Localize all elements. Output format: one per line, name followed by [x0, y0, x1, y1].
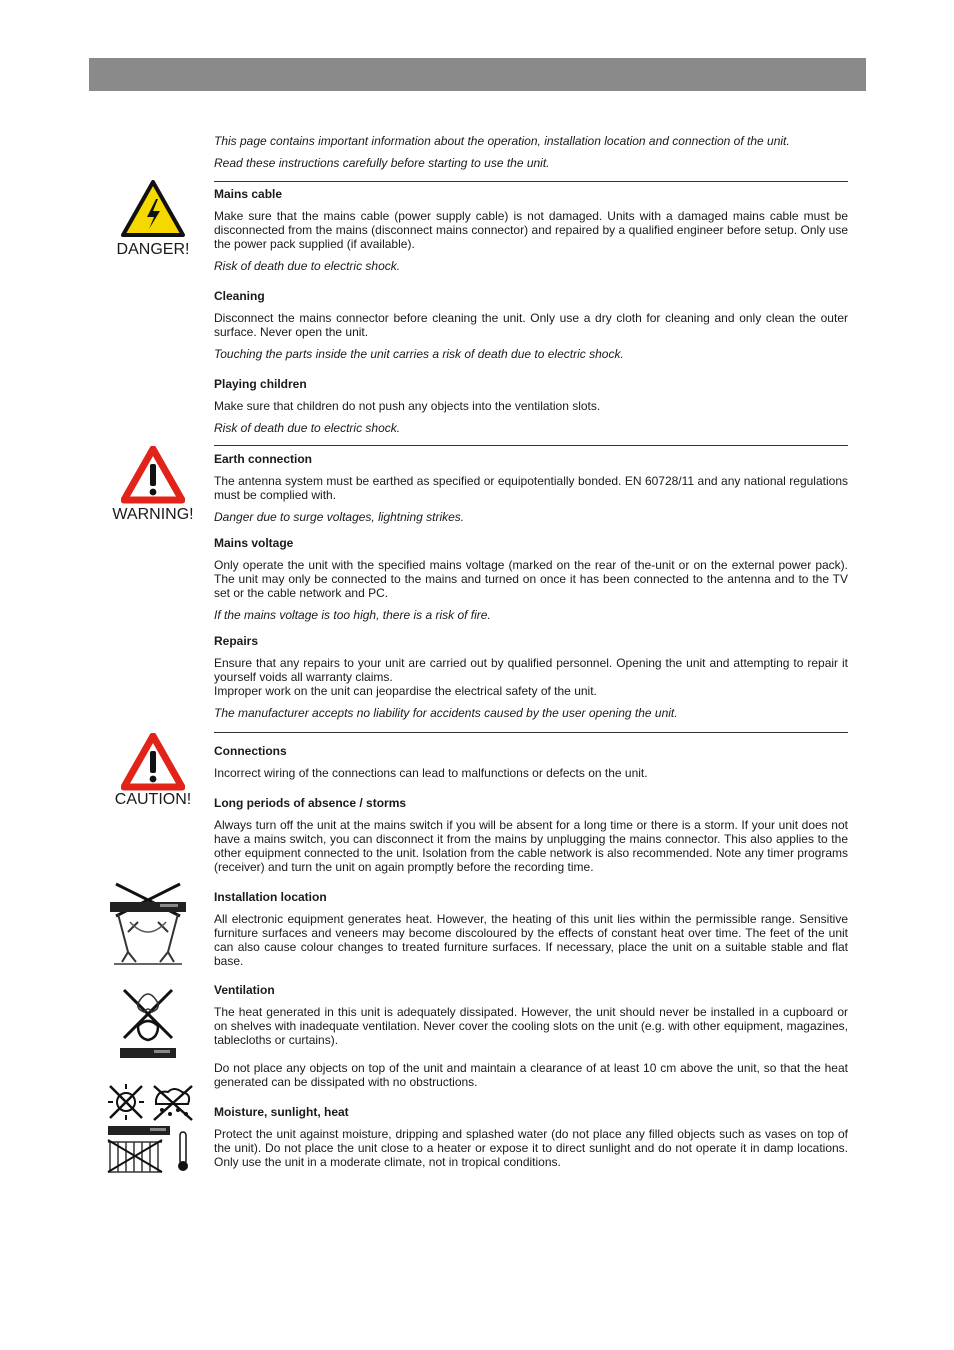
- installation-title: Installation location: [214, 890, 327, 904]
- installation-location-icon: [108, 882, 188, 966]
- mains-cable-title: Mains cable: [214, 187, 283, 201]
- mains-voltage-note: If the mains voltage is too high, there is a risk of fire.: [214, 608, 491, 622]
- earth-connection-text: The antenna system must be earthed as specified or equipotentially bonded. EN 60728/11 and any national regulations must be complied with.: [214, 474, 848, 502]
- mains-cable-note: Risk of death due to electric shock.: [214, 259, 401, 273]
- section-installation: [214, 890, 848, 968]
- divider-warning: [214, 445, 848, 446]
- ventilation-title: Ventilation: [214, 983, 275, 997]
- cleaning-note: Touching the parts inside the unit carries a risk of death due to electric shock.: [214, 347, 624, 361]
- repairs-note: The manufacturer accepts no liability for accidents caused by the user opening the unit.: [214, 706, 678, 720]
- absence-text: Always turn off the unit at the mains switch if you will be absent for a long time or there is a storm. If your unit does not have a mains switch, you can disconnect it from the mains by unplugging the mains connector. This also applies to the other equipment connected to the unit. Isolation from the cable network is also recommended. Note any timer programs (receiver) and turn the unit on again promptly before the recording time.: [214, 818, 848, 874]
- intro-line-2: Read these instructions carefully before starting to use the unit.: [214, 156, 550, 170]
- repairs-title: Repairs: [214, 634, 259, 648]
- divider-caution: [214, 732, 848, 733]
- intro-line-1: This page contains important information about the operation, installation location and connection of the unit.: [214, 134, 790, 148]
- playing-children-note: Risk of death due to electric shock.: [214, 421, 401, 435]
- exclamation-warning-icon: [121, 446, 185, 504]
- ventilation-text: The heat generated in this unit is adequately dissipated. However, the unit should never be installed in a cupboard or on shelves with inadequate ventilation. Never cover the cooling slots on the unit (e.g. with other equipment, magazines, tablecloths or curtains).: [214, 1005, 848, 1047]
- divider-danger: [214, 181, 848, 182]
- mains-cable-text: Make sure that the mains cable (power supply cable) is not damaged. Units with a damaged mains cable must be disconnected from the mains (disconnect mains connector) and repaired by a qualified engineer before setup. Only use the power pack supplied (if available).: [214, 209, 848, 251]
- caution-label: CAUTION!: [114, 791, 192, 808]
- repairs-text: Ensure that any repairs to your unit are carried out by qualified personnel. Opening the unit and attempting to repair it yourself voids all warranty claims.: [214, 656, 848, 684]
- section-repairs: [214, 634, 848, 720]
- section-playing-children: [214, 377, 848, 435]
- earth-connection-note: Danger due to surge voltages, lightning strikes.: [214, 510, 465, 524]
- cleaning-title: Cleaning: [214, 289, 265, 303]
- section-mains-voltage: [214, 536, 848, 622]
- section-connections: [214, 744, 848, 780]
- section-cleaning: [214, 289, 848, 361]
- high-voltage-warning-icon: [120, 179, 186, 239]
- section-earth-connection: [214, 452, 848, 524]
- moisture-title: Moisture, sunlight, heat: [214, 1105, 349, 1119]
- mains-voltage-title: Mains voltage: [214, 536, 294, 550]
- moisture-sunlight-heat-icon: [106, 1082, 196, 1174]
- section-mains-cable: [214, 187, 848, 273]
- section-ventilation: [214, 983, 848, 1089]
- warning-label: WARNING!: [112, 506, 194, 523]
- earth-connection-title: Earth connection: [214, 452, 313, 466]
- exclamation-caution-icon: [121, 733, 185, 791]
- repairs-text-2: Improper work on the unit can jeopardise the electrical safety of the unit.: [214, 684, 597, 698]
- section-moisture: [214, 1105, 848, 1169]
- installation-text: All electronic equipment generates heat. However, the heating of this unit lies within the permissible range. Sensitive furniture surfaces and veneers may become discoloured by the effects of constant heat over time. The feet of the unit can also cause colour changes to treated furniture surfaces. If necessary, place the unit on a suitable stable and flat base.: [214, 912, 848, 968]
- absence-title: Long periods of absence / storms: [214, 796, 407, 810]
- moisture-text: Protect the unit against moisture, dripping and splashed water (do not place any filled objects such as vases on top of the unit). Do not place the unit close to a heater or expose it to direct sunlight and do not operate it in damp locations. Only use the unit in a moderate climate, not in tropical conditions.: [214, 1127, 848, 1169]
- playing-children-text: Make sure that children do not push any objects into the ventilation slots.: [214, 399, 601, 413]
- connections-title: Connections: [214, 744, 287, 758]
- connections-text: Incorrect wiring of the connections can lead to malfunctions or defects on the unit.: [214, 766, 648, 780]
- ventilation-icon: [118, 986, 178, 1062]
- cleaning-text: Disconnect the mains connector before cleaning the unit. Only use a dry cloth for cleaning and only clean the outer surface. Never open the unit.: [214, 311, 848, 339]
- section-absence: [214, 796, 848, 874]
- ventilation-text-2: Do not place any objects on top of the unit and maintain a clearance of at least 10 cm above the unit, so that the heat generated can be dissipated with no obstructions.: [214, 1061, 848, 1089]
- danger-label: DANGER!: [116, 241, 190, 258]
- header-bar: [89, 58, 866, 91]
- mains-voltage-text: Only operate the unit with the specified mains voltage (marked on the rear of the-unit or on the external power pack). The unit may only be connected to the mains and turned on once it has been connected to the antenna and to the TV set or the cable network and PC.: [214, 558, 848, 600]
- playing-children-title: Playing children: [214, 377, 307, 391]
